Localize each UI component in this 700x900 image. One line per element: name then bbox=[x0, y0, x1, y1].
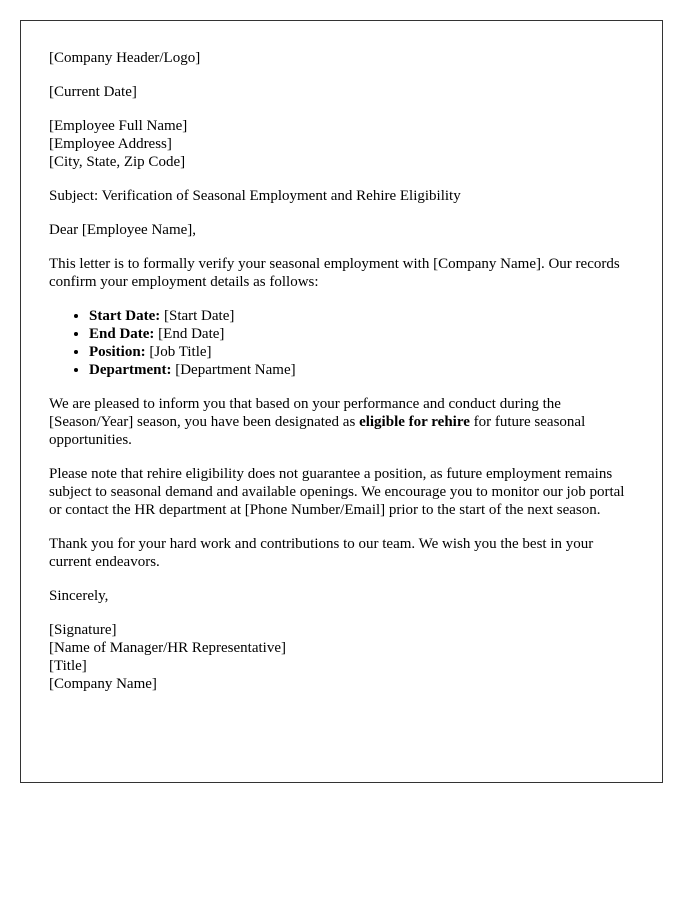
recipient-address: [Employee Address] bbox=[49, 136, 172, 152]
detail-label: Start Date: bbox=[89, 308, 161, 324]
salutation: Dear [Employee Name], bbox=[49, 222, 197, 238]
signature: [Signature] bbox=[49, 622, 117, 638]
detail-end-date bbox=[89, 325, 634, 343]
current-date: [Current Date] bbox=[49, 84, 137, 100]
thanks-paragraph: Thank you for your hard work and contributions to our team. We wish you the best in your current endeavors. bbox=[49, 536, 594, 570]
closing: Sincerely, bbox=[49, 588, 109, 604]
employment-details-list bbox=[49, 307, 634, 379]
letter bbox=[20, 20, 663, 783]
recipient-block bbox=[49, 117, 634, 171]
detail-value: [Job Title] bbox=[145, 344, 212, 360]
eligibility-text: We are pleased to inform you that based on your performance and conduct during the [Season/Year] season, you have been designated as bbox=[49, 396, 561, 430]
detail-position bbox=[89, 343, 634, 361]
detail-department bbox=[89, 361, 634, 379]
note-paragraph: Please note that rehire eligibility does not guarantee a position, as future employment remains subject to seasonal demand and available openings. We encourage you to monitor our job portal or contact the HR department at [Phone Number/Email] prior to the start of the next season. bbox=[49, 466, 625, 518]
company-header: [Company Header/Logo] bbox=[49, 50, 201, 66]
signer-title: [Title] bbox=[49, 658, 87, 674]
recipient-city: [City, State, Zip Code] bbox=[49, 154, 186, 170]
detail-value: [Start Date] bbox=[160, 308, 235, 324]
detail-value: [Department Name] bbox=[171, 362, 296, 378]
detail-value: [End Date] bbox=[154, 326, 225, 342]
signer-name: [Name of Manager/HR Representative] bbox=[49, 640, 286, 656]
eligibility-paragraph bbox=[49, 395, 634, 449]
eligibility-text-end: for future seasonal opportunities. bbox=[49, 414, 586, 448]
recipient-name: [Employee Full Name] bbox=[49, 118, 188, 134]
detail-label: End Date: bbox=[89, 326, 155, 342]
signature-block bbox=[49, 621, 634, 693]
signer-company: [Company Name] bbox=[49, 676, 157, 692]
subject-line: Subject: Verification of Seasonal Employment and Rehire Eligibility bbox=[49, 188, 461, 204]
detail-label: Position: bbox=[89, 344, 146, 360]
detail-start-date bbox=[89, 307, 634, 325]
eligibility-emphasis: eligible for rehire bbox=[359, 414, 470, 430]
detail-label: Department: bbox=[89, 362, 172, 378]
intro-paragraph: This letter is to formally verify your seasonal employment with [Company Name]. Our records confirm your employment details as follows: bbox=[49, 256, 620, 290]
